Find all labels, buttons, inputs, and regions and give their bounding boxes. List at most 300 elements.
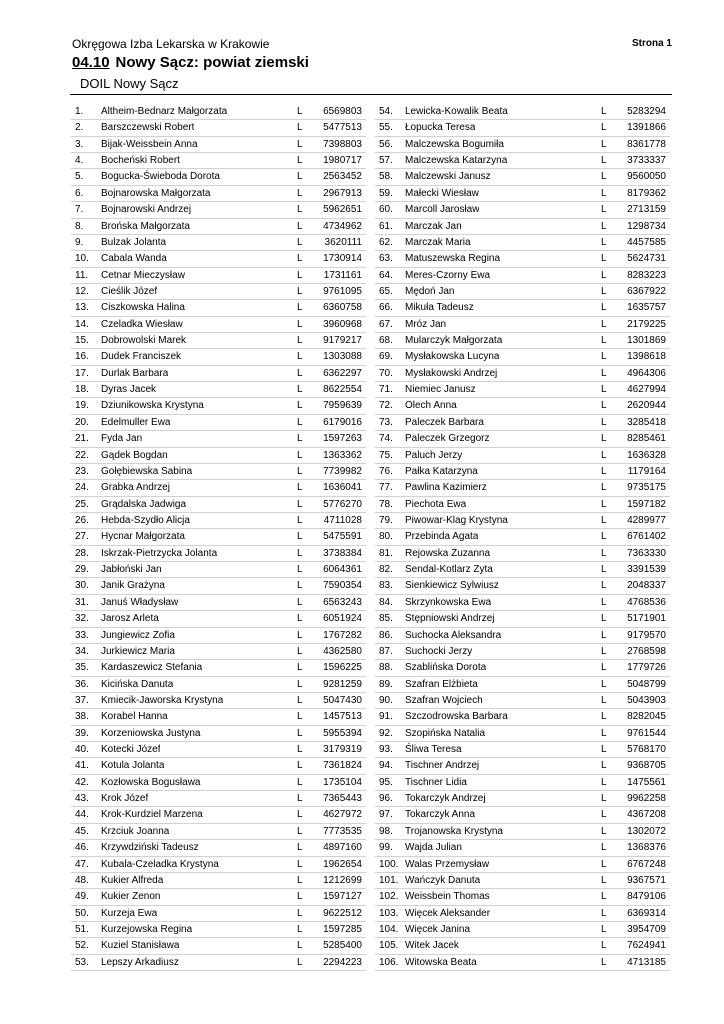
entry-number: 1. (75, 106, 84, 117)
entry-type: L (297, 776, 303, 788)
entry-number: 79. (379, 514, 393, 526)
entry-name: Piechota Ewa (405, 498, 467, 510)
list-item (71, 677, 366, 693)
entry-type: L (297, 335, 303, 347)
entry-type: L (297, 285, 303, 297)
list-item (375, 644, 670, 660)
entry-name: Dyras Jacek (101, 384, 157, 396)
entry-number: 28. (75, 547, 89, 559)
entry-name: Kurzejowska Regina (101, 923, 193, 935)
entry-number: 39. (75, 727, 89, 739)
entry-type: L (297, 711, 303, 723)
list-item (375, 153, 670, 169)
header-divider (70, 94, 672, 95)
entry-license-number: 2294223 (323, 956, 362, 968)
entry-number: 80. (379, 531, 393, 543)
entry-name: Walas Przemysław (405, 858, 490, 870)
entry-type: L (297, 351, 303, 363)
entry-license-number: 8361778 (627, 138, 666, 150)
entry-number: 103. (379, 907, 399, 919)
entry-number: 25. (75, 498, 89, 510)
entry-number: 13. (75, 302, 89, 314)
list-item (375, 431, 670, 447)
entry-name: Meres-Czorny Ewa (405, 269, 491, 281)
entry-license-number: 1597127 (323, 891, 362, 903)
entry-type: L (601, 335, 607, 347)
entry-number: 19. (75, 400, 89, 412)
region-title: Nowy Sącz: powiat ziemski (115, 54, 309, 71)
entry-license-number: 1596225 (323, 662, 362, 674)
list-item (71, 513, 366, 529)
list-item (71, 758, 366, 774)
entry-name: Kozłowska Bogusława (101, 776, 201, 788)
entry-name: Witowska Beata (405, 956, 477, 968)
organization-name: Okręgowa Izba Lekarska w Krakowie (72, 37, 270, 51)
entry-name: Gołębiewska Sabina (101, 465, 193, 477)
entry-type: L (297, 416, 303, 428)
list-item (71, 922, 366, 938)
entry-name: Malczewski Janusz (405, 171, 491, 183)
entry-type: L (601, 498, 607, 510)
list-item (375, 840, 670, 856)
entry-type: L (601, 400, 607, 412)
entry-name: Korzeniowska Justyna (101, 727, 201, 739)
entry-license-number: 9281259 (323, 678, 362, 690)
entry-license-number: 5624731 (627, 253, 666, 265)
entry-license-number: 8622554 (323, 384, 362, 396)
entry-license-number: 1597182 (627, 498, 666, 510)
entry-license-number: 5955394 (323, 727, 362, 739)
entry-type: L (297, 596, 303, 608)
entry-name: Tokarczyk Andrzej (405, 793, 486, 805)
entry-type: L (297, 793, 303, 805)
entry-name: Gądek Bogdan (101, 449, 168, 461)
entry-type: L (297, 760, 303, 772)
entry-type: L (601, 694, 607, 706)
entry-name: Durlak Barbara (101, 367, 169, 379)
entry-number: 55. (379, 122, 393, 134)
entry-license-number: 9761095 (323, 285, 362, 297)
entry-name: Cetnar Mieczysław (101, 269, 185, 281)
entry-name: Mędoń Jan (405, 285, 455, 297)
entry-number: 26. (75, 514, 89, 526)
entry-number: 10. (75, 253, 89, 265)
list-item (71, 169, 366, 185)
list-item (375, 529, 670, 545)
entry-number: 78. (379, 498, 393, 510)
entry-name: Kotecki Józef (101, 744, 161, 756)
entry-number: 105. (379, 940, 399, 952)
entry-license-number: 2563452 (323, 171, 362, 183)
entry-license-number: 5043903 (627, 694, 666, 706)
entry-type: L (601, 825, 607, 837)
entry-name: Hebda-Szydło Alicja (101, 514, 190, 526)
entry-number: 37. (75, 694, 89, 706)
entry-type: L (297, 122, 303, 134)
list-item (375, 628, 670, 644)
entry-number: 9. (75, 236, 84, 248)
list-item (375, 317, 670, 333)
entry-license-number: 1368376 (627, 842, 666, 854)
entry-type: L (297, 678, 303, 690)
list-item (71, 497, 366, 513)
entry-number: 94. (379, 760, 393, 772)
entry-number: 87. (379, 645, 393, 657)
entry-type: L (297, 629, 303, 641)
entry-license-number: 4367208 (627, 809, 666, 821)
entry-name: Trojanowska Krystyna (405, 825, 503, 837)
list-item (375, 742, 670, 758)
entry-name: Grabka Andrzej (101, 482, 170, 494)
entry-type: L (601, 482, 607, 494)
entry-name: Paluch Jerzy (405, 449, 463, 461)
list-item (71, 726, 366, 742)
entry-name: Bocheński Robert (101, 155, 180, 167)
entry-number: 92. (379, 727, 393, 739)
entry-number: 86. (379, 629, 393, 641)
entry-number: 8. (75, 220, 84, 232)
entry-name: Dudek Franciszek (101, 351, 182, 363)
entry-license-number: 1303088 (323, 351, 362, 363)
entry-number: 99. (379, 842, 393, 854)
entry-name: Więcek Aleksander (405, 907, 491, 919)
entry-number: 85. (379, 613, 393, 625)
list-item (375, 873, 670, 889)
list-item (71, 595, 366, 611)
entry-type: L (297, 874, 303, 886)
entry-number: 15. (75, 335, 89, 347)
entry-license-number: 9735175 (627, 482, 666, 494)
entry-license-number: 3391539 (627, 564, 666, 576)
entry-number: 81. (379, 547, 393, 559)
entry-name: Sendal-Kotlarz Zyta (405, 564, 493, 576)
entry-name: Stępniowski Andrzej (405, 613, 495, 625)
entry-license-number: 9368705 (627, 760, 666, 772)
entry-license-number: 1636328 (627, 449, 666, 461)
entry-license-number: 1298734 (627, 220, 666, 232)
region-code: 04.10 (72, 54, 110, 71)
entry-license-number: 9622512 (323, 907, 362, 919)
entry-number: 40. (75, 744, 89, 756)
entry-license-number: 3738384 (323, 547, 362, 559)
list-item (71, 398, 366, 414)
entry-number: 63. (379, 253, 393, 265)
list-item (71, 480, 366, 496)
entry-license-number: 7959639 (323, 400, 362, 412)
entry-type: L (297, 809, 303, 821)
list-item (71, 104, 366, 120)
entry-name: Wańczyk Danuta (405, 874, 481, 886)
entry-number: 66. (379, 302, 393, 314)
entry-number: 95. (379, 776, 393, 788)
list-item (71, 431, 366, 447)
list-item (71, 693, 366, 709)
entry-license-number: 1457513 (323, 711, 362, 723)
entry-name: Marczak Maria (405, 236, 471, 248)
entry-type: L (601, 547, 607, 559)
entry-number: 23. (75, 465, 89, 477)
entry-license-number: 6569803 (323, 106, 362, 117)
entry-license-number: 3960968 (323, 318, 362, 330)
entry-number: 5. (75, 171, 84, 183)
list-item (375, 333, 670, 349)
entry-type: L (601, 596, 607, 608)
entry-type: L (601, 580, 607, 592)
entry-name: Sienkiewicz Sylwiusz (405, 580, 499, 592)
list-item (375, 807, 670, 823)
entry-license-number: 3620111 (324, 236, 362, 248)
entry-number: 69. (379, 351, 393, 363)
entry-license-number: 4627972 (323, 809, 362, 821)
entry-license-number: 1767282 (323, 629, 362, 641)
entry-name: Piwowar-Klag Krystyna (405, 514, 508, 526)
entry-type: L (601, 744, 607, 756)
entry-license-number: 2967913 (323, 187, 362, 199)
entry-name: Malczewska Katarzyna (405, 155, 508, 167)
list-item (375, 562, 670, 578)
entry-name: Brońska Małgorzata (101, 220, 190, 232)
list-item (375, 578, 670, 594)
entry-number: 84. (379, 596, 393, 608)
list-item (71, 906, 366, 922)
entry-type: L (297, 645, 303, 657)
entry-license-number: 7363330 (627, 547, 666, 559)
entry-name: Kukier Alfreda (101, 874, 164, 886)
entry-license-number: 9179570 (627, 629, 666, 641)
list-item (375, 464, 670, 480)
entry-license-number: 4711028 (323, 514, 362, 526)
entry-number: 51. (75, 923, 89, 935)
entry-number: 52. (75, 940, 89, 952)
entry-type: L (601, 122, 607, 134)
entry-name: Suchocki Jerzy (405, 645, 473, 657)
entry-type: L (297, 253, 303, 265)
entry-type: L (297, 694, 303, 706)
list-item (375, 775, 670, 791)
list-item (71, 317, 366, 333)
entry-name: Bogucka-Świeboda Dorota (101, 171, 220, 183)
entry-name: Bulzak Jolanta (101, 236, 167, 248)
list-column-right (375, 104, 670, 971)
entry-type: L (601, 155, 607, 167)
entry-license-number: 3179319 (323, 744, 362, 756)
page-subtitle: DOIL Nowy Sącz (80, 76, 179, 91)
entry-license-number: 5048799 (627, 678, 666, 690)
entry-type: L (601, 760, 607, 772)
entry-number: 43. (75, 793, 89, 805)
entry-number: 41. (75, 760, 89, 772)
entry-type: L (601, 351, 607, 363)
entry-type: L (601, 776, 607, 788)
entry-name: Krzciuk Joanna (101, 825, 170, 837)
entry-number: 82. (379, 564, 393, 576)
list-item (375, 611, 670, 627)
entry-type: L (297, 531, 303, 543)
entry-name: Przebinda Agata (405, 531, 479, 543)
entry-name: Wajda Julian (405, 842, 462, 854)
entry-name: Szafran Elżbieta (405, 678, 478, 690)
entry-type: L (297, 613, 303, 625)
entry-number: 42. (75, 776, 89, 788)
entry-type: L (601, 253, 607, 265)
entry-license-number: 8479106 (627, 891, 666, 903)
entry-type: L (297, 744, 303, 756)
entry-type: L (601, 956, 607, 968)
entry-name: Marcoll Jarosław (405, 204, 480, 216)
entry-name: Kicińska Danuta (101, 678, 174, 690)
list-item (71, 529, 366, 545)
entry-name: Marczak Jan (405, 220, 462, 232)
entry-name: Bojnarowska Małgorzata (101, 187, 211, 199)
list-item (71, 775, 366, 791)
entry-number: 7. (75, 204, 84, 216)
entry-name: Jabłoński Jan (101, 564, 162, 576)
entry-number: 91. (379, 711, 393, 723)
list-item (375, 889, 670, 905)
entry-name: Mularczyk Małgorzata (405, 335, 503, 347)
entry-license-number: 6064361 (323, 564, 362, 576)
entry-license-number: 4964306 (627, 367, 666, 379)
list-item (71, 709, 366, 725)
entry-name: Szablińska Dorota (405, 662, 487, 674)
entry-type: L (601, 302, 607, 314)
list-item (71, 824, 366, 840)
entry-name: Janik Grażyna (101, 580, 165, 592)
list-item (71, 955, 366, 971)
list-item (375, 448, 670, 464)
entry-type: L (601, 678, 607, 690)
entry-type: L (297, 367, 303, 379)
list-item (71, 186, 366, 202)
entry-license-number: 1635757 (627, 302, 666, 314)
entry-type: L (601, 645, 607, 657)
list-item (71, 562, 366, 578)
entry-type: L (601, 449, 607, 461)
entry-type: L (297, 449, 303, 461)
entry-license-number: 7365443 (323, 793, 362, 805)
list-item (71, 464, 366, 480)
entry-type: L (297, 842, 303, 854)
list-item (71, 611, 366, 627)
entry-number: 12. (75, 285, 89, 297)
entry-license-number: 7590354 (323, 580, 362, 592)
list-item (375, 546, 670, 562)
entry-type: L (297, 923, 303, 935)
entry-license-number: 4457585 (627, 236, 666, 248)
entry-number: 45. (75, 825, 89, 837)
entry-license-number: 1980717 (323, 155, 362, 167)
entry-number: 58. (379, 171, 393, 183)
list-item (375, 677, 670, 693)
entry-name: Barszczewski Robert (101, 122, 195, 134)
entry-number: 75. (379, 449, 393, 461)
entry-type: L (297, 187, 303, 199)
list-item (375, 480, 670, 496)
entry-number: 11. (75, 269, 89, 281)
entry-name: Tokarczyk Anna (405, 809, 476, 821)
entry-name: Jungiewicz Zofia (101, 629, 175, 641)
entry-number: 17. (75, 367, 89, 379)
entry-number: 96. (379, 793, 393, 805)
entry-license-number: 1398618 (627, 351, 666, 363)
entry-name: Hycnar Małgorzata (101, 531, 185, 543)
entry-name: Mysłakowski Andrzej (405, 367, 498, 379)
entry-name: Więcek Janina (405, 923, 471, 935)
entry-number: 31. (75, 596, 89, 608)
entry-type: L (601, 727, 607, 739)
list-item (375, 284, 670, 300)
entry-number: 38. (75, 711, 89, 723)
list-item (375, 169, 670, 185)
entry-license-number: 4362580 (323, 645, 362, 657)
entry-name: Krok-Kurdziel Marzena (101, 809, 203, 821)
entry-number: 34. (75, 645, 89, 657)
entry-type: L (601, 138, 607, 150)
entry-type: L (601, 842, 607, 854)
entry-number: 24. (75, 482, 89, 494)
entry-type: L (297, 220, 303, 232)
entry-license-number: 5477513 (323, 122, 362, 134)
entry-number: 29. (75, 564, 89, 576)
entry-license-number: 4713185 (627, 956, 666, 968)
list-item (375, 595, 670, 611)
list-item (71, 202, 366, 218)
entry-name: Edelmuller Ewa (101, 416, 171, 428)
list-item (375, 709, 670, 725)
entry-number: 14. (75, 318, 89, 330)
entry-name: Kmiecik-Jaworska Krystyna (101, 694, 224, 706)
entry-license-number: 1597263 (323, 433, 362, 445)
list-item (71, 628, 366, 644)
entry-type: L (297, 956, 303, 968)
entry-type: L (601, 940, 607, 952)
entry-name: Dziunikowska Krystyna (101, 400, 204, 412)
list-item (375, 104, 670, 120)
entry-number: 56. (379, 138, 393, 150)
entry-license-number: 7739982 (323, 465, 362, 477)
entry-license-number: 1391866 (627, 122, 666, 134)
entry-type: L (297, 858, 303, 870)
entry-license-number: 1731161 (323, 269, 362, 281)
entry-number: 64. (379, 269, 393, 281)
entry-number: 106. (379, 956, 399, 968)
entry-type: L (297, 514, 303, 526)
list-item (375, 251, 670, 267)
entry-license-number: 2048337 (627, 580, 666, 592)
entry-license-number: 2713159 (627, 204, 666, 216)
list-item (375, 120, 670, 136)
list-column-left (71, 104, 366, 971)
entry-type: L (601, 613, 607, 625)
entry-number: 98. (379, 825, 393, 837)
entry-name: Matuszewska Regina (405, 253, 501, 265)
entry-number: 71. (379, 384, 393, 396)
entry-name: Cabala Wanda (101, 253, 167, 265)
list-item (71, 219, 366, 235)
entry-name: Jurkiewicz Maria (101, 645, 175, 657)
entry-license-number: 2620944 (627, 400, 666, 412)
list-item (71, 873, 366, 889)
entry-number: 60. (379, 204, 393, 216)
entry-number: 47. (75, 858, 89, 870)
page-number: Strona 1 (631, 38, 672, 49)
entry-type: L (297, 580, 303, 592)
entry-name: Krzywdziński Tadeusz (101, 842, 199, 854)
entry-number: 22. (75, 449, 89, 461)
entry-name: Januś Władysław (101, 596, 179, 608)
entry-license-number: 5768170 (627, 744, 666, 756)
entry-number: 3. (75, 138, 84, 150)
